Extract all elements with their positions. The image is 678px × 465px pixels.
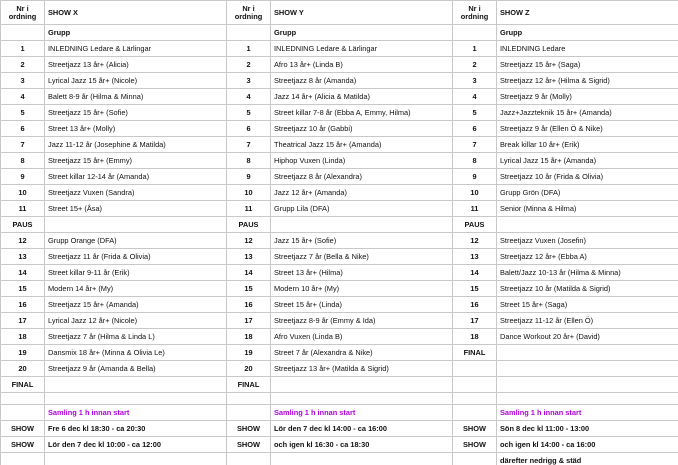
act-row [1,249,678,265]
act-number: 4 [227,89,271,105]
act-number: 7 [1,137,45,153]
empty-cell [497,393,678,405]
act-name: Streetjazz 13 år+ (Matilda & Sigrid) [271,361,453,377]
act-number: 15 [227,281,271,297]
act-name: Streetjazz 15 år+ (Amanda) [45,297,227,313]
act-number: 8 [1,153,45,169]
act-name: Hiphop Vuxen (Linda) [271,153,453,169]
act-number: 14 [453,265,497,281]
empty-cell [45,393,227,405]
act-number: 6 [227,121,271,137]
act-row [1,121,678,137]
act-name: Streetjazz 15 år+ (Sofie) [45,105,227,121]
act-number: 4 [1,89,45,105]
spacer-row [1,393,678,405]
act-name: Jazz+Jazzteknik 15 år+ (Amanda) [497,105,678,121]
act-name: Streetjazz 8 år (Alexandra) [271,169,453,185]
act-name: Jazz 14 år+ (Alicia & Matilda) [271,89,453,105]
act-number: 12 [227,233,271,249]
act-number: 1 [1,41,45,57]
act-name: Streetjazz Vuxen (Josefin) [497,233,678,249]
act-name: Street killar 7-8 år (Ebba A, Emmy, Hilma) [271,105,453,121]
act-number: 10 [227,185,271,201]
empty-cell [271,393,453,405]
act-number: 16 [1,297,45,313]
order-header-line: ordning [460,11,489,21]
order-column-header [453,1,497,25]
pause-row [1,217,678,233]
act-number: 9 [1,169,45,185]
header-row [1,1,678,25]
empty-cell [453,405,497,421]
act-name: Street killar 12-14 år (Amanda) [45,169,227,185]
act-number: 12 [453,233,497,249]
act-number: 18 [1,329,45,345]
act-name: Streetjazz 15 år+ (Emmy) [45,153,227,169]
act-name: Senior (Minna & Hilma) [497,201,678,217]
empty-cell [497,377,678,393]
act-number: 11 [453,201,497,217]
act-number: 8 [227,153,271,169]
act-name: Street 15 år+ (Saga) [497,297,678,313]
empty-cell [453,25,497,41]
act-name: Street 15 år+ (Linda) [271,297,453,313]
act-name: Streetjazz 10 år (Frida & Olivia) [497,169,678,185]
empty-cell [453,377,497,393]
act-number: 17 [1,313,45,329]
act-name: Streetjazz 8-9 år (Emmy & Ida) [271,313,453,329]
show-title: SHOW Z [497,1,678,25]
act-row [1,153,678,169]
act-name: Streetjazz 7 år (Hilma & Linda L) [45,329,227,345]
act-number: 9 [227,169,271,185]
act-name: Theatrical Jazz 15 år+ (Amanda) [271,137,453,153]
show-title: SHOW X [45,1,227,25]
gathering-note: Samling 1 h innan start [271,405,453,421]
empty-cell [497,217,678,233]
act-number: 5 [227,105,271,121]
act-name: Street 13 år+ (Hilma) [271,265,453,281]
order-header-line: ordning [234,11,263,21]
act-name: Streetjazz 10 år (Gabbi) [271,121,453,137]
act-row [1,73,678,89]
final-label: FINAL [1,377,45,393]
act-name: Afro Vuxen (Linda B) [271,329,453,345]
act-number: 2 [227,57,271,73]
act-name: INLEDNING Ledare & Lärlingar [271,41,453,57]
act-number: 1 [453,41,497,57]
act-row [1,313,678,329]
act-name: Lyrical Jazz 15 år+ (Nicole) [45,73,227,89]
act-name: Dansmix 18 år+ (Minna & Olivia Le) [45,345,227,361]
empty-cell [227,453,271,465]
empty-cell [1,405,45,421]
act-name: Dance Workout 20 år+ (David) [497,329,678,345]
act-number: 7 [227,137,271,153]
act-name: Modern 14 år+ (My) [45,281,227,297]
act-number: 18 [227,329,271,345]
act-number: 10 [1,185,45,201]
act-name: Jazz 11-12 år (Josephine & Matilda) [45,137,227,153]
act-row [1,345,678,361]
act-name: Streetjazz 9 år (Molly) [497,89,678,105]
show-label: SHOW [227,421,271,437]
extra-note [271,453,453,465]
group-label: Grupp [497,25,678,41]
act-name: Grupp Orange (DFA) [45,233,227,249]
act-row [1,185,678,201]
gathering-note: Samling 1 h innan start [497,405,678,421]
act-number: 3 [227,73,271,89]
show-label: SHOW [227,437,271,453]
extra-note: därefter nedrigg & städ [497,453,678,465]
pause-label: PAUS [1,217,45,233]
act-name: Break killar 10 år+ (Erik) [497,137,678,153]
act-name: Jazz 12 år+ (Amanda) [271,185,453,201]
act-name: Balett 8-9 år (Hilma & Minna) [45,89,227,105]
group-label: Grupp [271,25,453,41]
empty-cell [453,361,497,377]
order-header-line: ordning [8,11,37,21]
act-number: 11 [227,201,271,217]
act-number: 14 [227,265,271,281]
empty-cell [271,217,453,233]
act-row [1,105,678,121]
act-row [1,201,678,217]
show-time: Lör den 7 dec kl 14:00 - ca 16:00 [271,421,453,437]
act-number: 4 [453,89,497,105]
act-name: Modern 10 år+ (My) [271,281,453,297]
act-name: Streetjazz 11-12 år (Ellen Ö) [497,313,678,329]
act-number: 19 [1,345,45,361]
show-time-row [1,437,678,453]
show-time: och igen kl 16:30 - ca 18:30 [271,437,453,453]
act-name: Streetjazz 8 år (Amanda) [271,73,453,89]
pause-label: PAUS [227,217,271,233]
empty-cell [227,393,271,405]
gathering-row [1,405,678,421]
act-name: Street 7 år (Alexandra & Nike) [271,345,453,361]
show-label: SHOW [1,421,45,437]
order-header-line: Nr i [242,3,255,13]
act-row [1,297,678,313]
act-name: Streetjazz 9 år (Amanda & Bella) [45,361,227,377]
gathering-note: Samling 1 h innan start [45,405,227,421]
act-row [1,233,678,249]
act-name: Streetjazz 7 år (Bella & Nike) [271,249,453,265]
act-name: Street killar 9-11 år (Erik) [45,265,227,281]
empty-cell [1,393,45,405]
show-label: SHOW [453,437,497,453]
act-number: 2 [1,57,45,73]
show-time: Lör den 7 dec kl 10:00 - ca 12:00 [45,437,227,453]
show-time: och igen kl 14:00 - ca 16:00 [497,437,678,453]
act-row [1,265,678,281]
act-number: 7 [453,137,497,153]
empty-cell [1,453,45,465]
act-number: 20 [1,361,45,377]
act-number: 18 [453,329,497,345]
act-number: 16 [453,297,497,313]
act-number: 12 [1,233,45,249]
show-time-row [1,421,678,437]
act-row [1,137,678,153]
act-number: 10 [453,185,497,201]
act-name: Streetjazz 12 år+ (Hilma & Sigrid) [497,73,678,89]
act-row [1,41,678,57]
act-number: 17 [453,313,497,329]
pause-label: PAUS [453,217,497,233]
order-column-header [227,1,271,25]
act-name: Streetjazz 15 år+ (Saga) [497,57,678,73]
group-label: Grupp [45,25,227,41]
act-number: 6 [453,121,497,137]
empty-cell [45,217,227,233]
empty-cell [227,25,271,41]
act-name: Balett/Jazz 10-13 år (Hilma & Minna) [497,265,678,281]
order-header-line: Nr i [468,3,481,13]
act-number: 19 [227,345,271,361]
act-name: Street 13 år+ (Molly) [45,121,227,137]
show-title: SHOW Y [271,1,453,25]
act-number: 3 [453,73,497,89]
empty-cell [45,377,227,393]
empty-cell [453,453,497,465]
act-name: Streetjazz 9 år (Ellen Ö & Nike) [497,121,678,137]
act-name: Street 15+ (Åsa) [45,201,227,217]
act-name: Grupp Lila (DFA) [271,201,453,217]
order-column-header [1,1,45,25]
act-number: 5 [1,105,45,121]
empty-cell [227,405,271,421]
act-row [1,281,678,297]
act-number: 16 [227,297,271,313]
act-row [1,57,678,73]
act-number: 9 [453,169,497,185]
act-number: 5 [453,105,497,121]
final-label: FINAL [227,377,271,393]
empty-cell [1,25,45,41]
show-label: SHOW [1,437,45,453]
act-name: Grupp Grön (DFA) [497,185,678,201]
act-number: 17 [227,313,271,329]
act-name: Lyrical Jazz 15 år+ (Amanda) [497,153,678,169]
act-number: 13 [1,249,45,265]
act-name: INLEDNING Ledare [497,41,678,57]
group-label-row [1,25,678,41]
empty-cell [453,393,497,405]
act-row [1,169,678,185]
final-label: FINAL [453,345,497,361]
act-row [1,361,678,377]
show-time: Fre 6 dec kl 18:30 - ca 20:30 [45,421,227,437]
act-number: 8 [453,153,497,169]
act-number: 6 [1,121,45,137]
act-name: Streetjazz 12 år+ (Ebba A) [497,249,678,265]
empty-cell [497,345,678,361]
act-number: 3 [1,73,45,89]
act-row [1,377,678,393]
extra-note [45,453,227,465]
act-number: 15 [453,281,497,297]
act-name: Streetjazz Vuxen (Sandra) [45,185,227,201]
act-number: 15 [1,281,45,297]
act-number: 14 [1,265,45,281]
act-name: Streetjazz 13 år+ (Alicia) [45,57,227,73]
act-name: Afro 13 år+ (Linda B) [271,57,453,73]
act-row [1,329,678,345]
act-row [1,89,678,105]
act-number: 1 [227,41,271,57]
act-name: Streetjazz 10 år (Matilda & Sigrid) [497,281,678,297]
act-number: 2 [453,57,497,73]
empty-cell [271,377,453,393]
act-number: 11 [1,201,45,217]
act-number: 13 [453,249,497,265]
act-name: Jazz 15 år+ (Sofie) [271,233,453,249]
act-number: 20 [227,361,271,377]
show-label: SHOW [453,421,497,437]
order-header-line: Nr i [16,3,29,13]
act-name: Lyrical Jazz 12 år+ (Nicole) [45,313,227,329]
act-number: 13 [227,249,271,265]
empty-cell [497,361,678,377]
act-name: Streetjazz 11 år (Frida & Olivia) [45,249,227,265]
act-name: INLEDNING Ledare & Lärlingar [45,41,227,57]
extra-note-row [1,453,678,465]
show-time: Sön 8 dec kl 11:00 - 13:00 [497,421,678,437]
